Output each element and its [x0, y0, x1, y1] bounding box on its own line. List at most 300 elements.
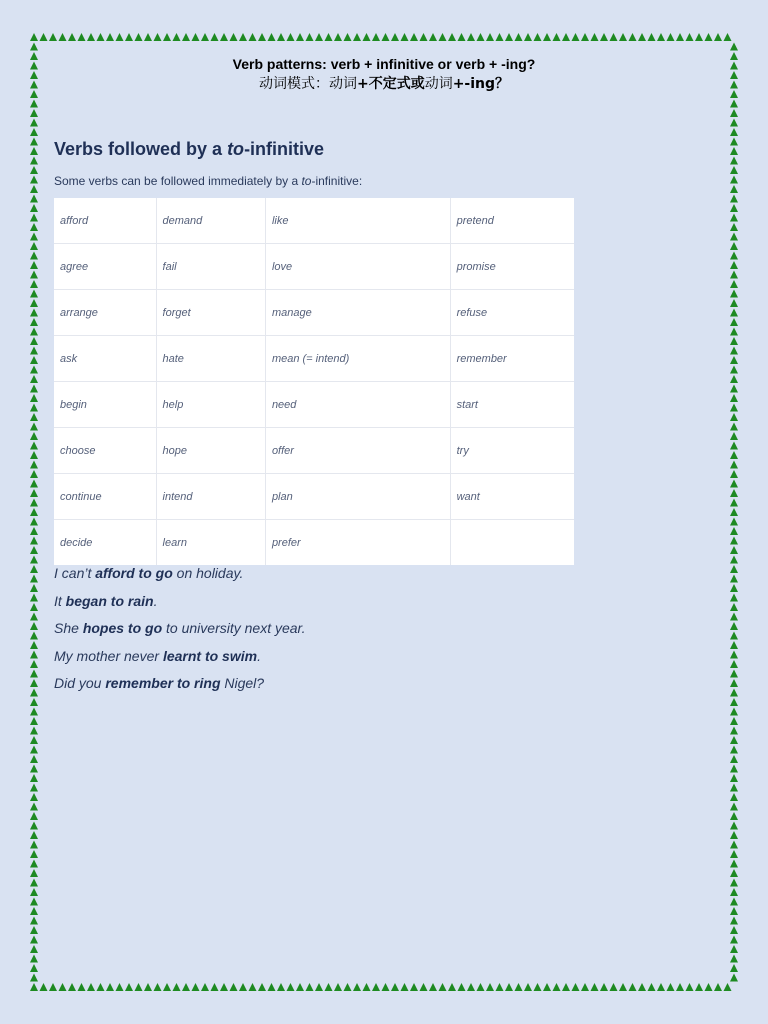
- tree-ornament: [182, 33, 190, 41]
- tree-ornament: [173, 33, 181, 41]
- tree-ornament: [439, 33, 447, 41]
- tree-ornament: [30, 641, 38, 649]
- tree-ornament: [40, 983, 48, 991]
- verb-cell: continue: [54, 474, 156, 520]
- tree-ornament: [730, 138, 738, 146]
- example-post: .: [257, 647, 261, 664]
- tree-ornament: [730, 385, 738, 393]
- verb-cell: pretend: [456, 214, 494, 227]
- tree-ornament: [730, 214, 738, 222]
- tree-ornament: [30, 594, 38, 602]
- tree-ornament: [30, 689, 38, 697]
- tree-ornament: [30, 822, 38, 830]
- tree-ornament: [730, 641, 738, 649]
- tree-ornament: [30, 765, 38, 773]
- tree-ornament: [277, 33, 285, 41]
- tree-ornament: [730, 822, 738, 830]
- tree-ornament: [730, 480, 738, 488]
- tree-ornament: [30, 176, 38, 184]
- tree-ornament: [730, 803, 738, 811]
- tree-ornament: [68, 33, 76, 41]
- tree-ornament: [30, 223, 38, 231]
- tree-ornament: [730, 746, 738, 754]
- tree-ornament: [730, 204, 738, 212]
- tree-ornament: [730, 318, 738, 326]
- tree-ornament: [730, 394, 738, 402]
- tree-ornament: [730, 166, 738, 174]
- tree-ornament: [667, 33, 675, 41]
- table-row: [54, 474, 574, 520]
- tree-ornament: [30, 556, 38, 564]
- tree-ornament: [730, 907, 738, 915]
- tree-ornament: [211, 983, 219, 991]
- title-chinese-part-d: +-ing？: [452, 76, 510, 92]
- tree-ornament: [524, 983, 532, 991]
- tree-ornament: [730, 185, 738, 193]
- verb-cell: want: [450, 474, 574, 520]
- tree-ornament: [325, 33, 333, 41]
- tree-ornament: [30, 499, 38, 507]
- tree-ornament: [730, 575, 738, 583]
- tree-ornament: [410, 33, 418, 41]
- tree-ornament: [30, 879, 38, 887]
- tree-ornament: [30, 432, 38, 440]
- tree-ornament: [730, 109, 738, 117]
- tree-ornament: [534, 33, 542, 41]
- tree-ornament: [116, 33, 124, 41]
- tree-ornament: [106, 33, 114, 41]
- tree-ornament: [730, 613, 738, 621]
- tree-ornament: [239, 33, 247, 41]
- tree-ornament: [30, 736, 38, 744]
- verb-cell: need: [265, 382, 450, 428]
- tree-ornament: [730, 708, 738, 716]
- tree-ornament: [30, 670, 38, 678]
- tree-ornament: [467, 983, 475, 991]
- tree-ornament: [648, 983, 656, 991]
- tree-ornament: [30, 366, 38, 374]
- tree-ornament: [730, 271, 738, 279]
- tree-ornament: [730, 888, 738, 896]
- tree-ornament: [730, 651, 738, 659]
- tree-ornament: [106, 983, 114, 991]
- tree-ornament: [629, 983, 637, 991]
- tree-ornament: [657, 983, 665, 991]
- tree-ornament: [730, 432, 738, 440]
- tree-ornament: [610, 33, 618, 41]
- tree-ornament: [730, 423, 738, 431]
- tree-ornament: [30, 774, 38, 782]
- example-sentence: [54, 645, 306, 673]
- tree-ornament: [730, 499, 738, 507]
- tree-ornament: [730, 451, 738, 459]
- tree-ornament: [730, 233, 738, 241]
- tree-ornament: [730, 936, 738, 944]
- example-sentence: [54, 672, 306, 700]
- tree-ornament: [30, 394, 38, 402]
- tree-ornament: [730, 508, 738, 516]
- title-chinese-part-c: 动词: [424, 76, 453, 92]
- tree-ornament: [730, 774, 738, 782]
- tree-ornament: [515, 983, 523, 991]
- tree-ornament: [714, 983, 722, 991]
- tree-ornament: [730, 195, 738, 203]
- tree-ornament: [30, 166, 38, 174]
- tree-ornament: [730, 860, 738, 868]
- tree-ornament: [296, 33, 304, 41]
- tree-ornament: [30, 33, 38, 41]
- tree-ornament: [30, 119, 38, 127]
- tree-ornament: [30, 299, 38, 307]
- tree-ornament: [30, 470, 38, 478]
- tree-ornament: [30, 898, 38, 906]
- tree-ornament: [730, 679, 738, 687]
- tree-ornament: [258, 33, 266, 41]
- tree-ornament: [429, 33, 437, 41]
- tree-ornament: [730, 945, 738, 953]
- verb-cell: fail: [156, 244, 265, 290]
- tree-ornament: [730, 632, 738, 640]
- verb-cell: afford: [54, 198, 156, 244]
- verb-cell: help: [156, 382, 265, 428]
- tree-ornament: [30, 803, 38, 811]
- tree-ornament: [730, 347, 738, 355]
- tree-ornament: [315, 33, 323, 41]
- tree-ornament: [277, 983, 285, 991]
- tree-ornament: [730, 537, 738, 545]
- tree-ornament: [730, 404, 738, 412]
- example-pre: Did you: [54, 675, 106, 692]
- tree-ornament: [730, 223, 738, 231]
- tree-ornament: [730, 413, 738, 421]
- tree-ornament: [600, 983, 608, 991]
- tree-ornament: [59, 33, 67, 41]
- tree-ornament: [730, 366, 738, 374]
- tree-ornament: [249, 983, 257, 991]
- tree-ornament: [30, 157, 38, 165]
- tree-ornament: [201, 33, 209, 41]
- tree-ornament: [78, 33, 86, 41]
- tree-ornament: [467, 33, 475, 41]
- tree-ornament: [268, 983, 276, 991]
- tree-ornament: [30, 917, 38, 925]
- example-post: .: [153, 592, 158, 609]
- tree-ornament: [730, 812, 738, 820]
- verb-cell: love: [265, 244, 450, 290]
- verb-cell: try: [450, 428, 574, 474]
- tree-ornament: [686, 983, 694, 991]
- tree-ornament: [230, 33, 238, 41]
- tree-ornament: [163, 983, 171, 991]
- tree-ornament: [619, 983, 627, 991]
- tree-ornament: [30, 109, 38, 117]
- tree-ornament: [30, 860, 38, 868]
- tree-ornament: [730, 299, 738, 307]
- tree-ornament: [730, 869, 738, 877]
- tree-ornament: [249, 33, 257, 41]
- tree-ornament: [714, 33, 722, 41]
- tree-ornament: [268, 33, 276, 41]
- tree-ornament: [572, 33, 580, 41]
- tree-ornament: [730, 43, 738, 51]
- intro-text-after: -infinitive:: [311, 174, 363, 188]
- example-bold: began to rain: [65, 592, 154, 609]
- verb-cell: plan: [265, 474, 450, 520]
- example-post: to university next year.: [162, 620, 306, 637]
- tree-ornament: [730, 736, 738, 744]
- tree-ornament: [258, 983, 266, 991]
- tree-ornament: [581, 33, 589, 41]
- tree-ornament: [30, 575, 38, 583]
- tree-ornament: [30, 252, 38, 260]
- tree-ornament: [334, 983, 342, 991]
- tree-ornament: [730, 622, 738, 630]
- tree-ornament: [344, 33, 352, 41]
- tree-ornament: [239, 983, 247, 991]
- tree-ornament: [391, 983, 399, 991]
- tree-ornament: [448, 983, 456, 991]
- verb-cell: begin: [54, 382, 156, 428]
- tree-ornament: [730, 100, 738, 108]
- tree-ornament: [372, 983, 380, 991]
- tree-ornament: [730, 442, 738, 450]
- tree-ornament: [730, 261, 738, 269]
- tree-ornament: [30, 356, 38, 364]
- tree-ornament: [667, 983, 675, 991]
- tree-ornament: [30, 632, 38, 640]
- tree-ornament: [192, 983, 200, 991]
- tree-ornament: [30, 660, 38, 668]
- tree-ornament: [730, 670, 738, 678]
- tree-ornament: [730, 489, 738, 497]
- tree-ornament: [562, 983, 570, 991]
- example-sentence: [54, 590, 306, 618]
- tree-ornament: [334, 33, 342, 41]
- tree-ornament: [30, 708, 38, 716]
- verb-cell: agree: [54, 244, 156, 290]
- tree-ornament: [30, 423, 38, 431]
- tree-ornament: [78, 983, 86, 991]
- tree-ornament: [695, 33, 703, 41]
- tree-ornament: [724, 33, 732, 41]
- tree-ornament: [429, 983, 437, 991]
- tree-ornament: [30, 404, 38, 412]
- table-row: [54, 244, 574, 290]
- tree-ornament: [30, 442, 38, 450]
- tree-ornament: [30, 755, 38, 763]
- tree-ornament: [730, 727, 738, 735]
- tree-ornament: [201, 983, 209, 991]
- example-sentences: [54, 562, 306, 700]
- verb-cell: [450, 520, 574, 566]
- tree-ornament: [505, 33, 513, 41]
- tree-ornament: [30, 546, 38, 554]
- tree-ornament: [30, 100, 38, 108]
- tree-ornament: [730, 128, 738, 136]
- tree-ornament: [420, 33, 428, 41]
- tree-ornament: [458, 33, 466, 41]
- verb-cell: demand: [156, 198, 265, 244]
- tree-ornament: [562, 33, 570, 41]
- verb-cell: promise: [450, 244, 574, 290]
- tree-ornament: [30, 784, 38, 792]
- tree-ornament: [30, 375, 38, 383]
- section-heading: [54, 139, 324, 160]
- tree-ornament: [116, 983, 124, 991]
- example-pre: It: [54, 592, 66, 609]
- verb-cell: like: [265, 198, 450, 244]
- tree-ornament: [30, 489, 38, 497]
- tree-ornament: [363, 33, 371, 41]
- tree-ornament: [40, 33, 48, 41]
- verb-cell: forget: [156, 290, 265, 336]
- tree-ornament: [30, 831, 38, 839]
- tree-ornament: [730, 603, 738, 611]
- tree-ornament: [30, 508, 38, 516]
- tree-ornament: [30, 964, 38, 972]
- tree-ornament: [30, 261, 38, 269]
- tree-ornament: [30, 185, 38, 193]
- verb-table: [54, 198, 574, 565]
- page-title-english: Verb patterns: verb + infinitive or verb + -ing?: [232, 56, 536, 72]
- tree-ornament: [30, 527, 38, 535]
- tree-ornament: [353, 33, 361, 41]
- tree-ornament: [30, 793, 38, 801]
- tree-ornament: [572, 983, 580, 991]
- intro-text-italic: to: [301, 174, 312, 188]
- tree-ornament: [730, 879, 738, 887]
- table-row: [54, 198, 574, 244]
- tree-ornament: [730, 565, 738, 573]
- tree-ornament: [97, 983, 105, 991]
- tree-ornament: [30, 233, 38, 241]
- table-row: [54, 428, 574, 474]
- tree-ornament: [30, 537, 38, 545]
- tree-ornament: [730, 147, 738, 155]
- tree-ornament: [477, 33, 485, 41]
- tree-ornament: [629, 33, 637, 41]
- tree-ornament: [30, 309, 38, 317]
- tree-ornament: [173, 983, 181, 991]
- tree-ornament: [363, 983, 371, 991]
- section-intro: [54, 174, 362, 188]
- tree-ornament: [477, 983, 485, 991]
- tree-ornament: [97, 33, 105, 41]
- tree-ornament: [458, 983, 466, 991]
- tree-ornament: [344, 983, 352, 991]
- tree-ornament: [30, 584, 38, 592]
- verb-cell: intend: [156, 474, 265, 520]
- tree-ornament: [30, 679, 38, 687]
- tree-ornament: [730, 527, 738, 535]
- tree-ornament: [30, 518, 38, 526]
- tree-ornament: [439, 983, 447, 991]
- tree-ornament: [30, 603, 38, 611]
- tree-ornament: [730, 584, 738, 592]
- tree-ornament: [30, 850, 38, 858]
- tree-ornament: [30, 337, 38, 345]
- tree-ornament: [135, 983, 143, 991]
- tree-ornament: [543, 33, 551, 41]
- verb-cell: hope: [156, 428, 265, 474]
- tree-ornament: [600, 33, 608, 41]
- tree-ornament: [30, 128, 38, 136]
- tree-ornament: [49, 33, 57, 41]
- tree-ornament: [524, 33, 532, 41]
- tree-ornament: [30, 290, 38, 298]
- tree-ornament: [496, 33, 504, 41]
- tree-ornament: [657, 33, 665, 41]
- tree-ornament: [705, 983, 713, 991]
- tree-ornament: [730, 518, 738, 526]
- tree-ornament: [30, 926, 38, 934]
- tree-ornament: [730, 698, 738, 706]
- example-pre: I can’t: [54, 565, 96, 581]
- tree-ornament: [30, 195, 38, 203]
- tree-ornament: [30, 651, 38, 659]
- tree-ornament: [30, 347, 38, 355]
- verb-cell: arrange: [54, 290, 156, 336]
- tree-ornament: [154, 33, 162, 41]
- tree-ornament: [87, 33, 95, 41]
- tree-ornament: [730, 470, 738, 478]
- example-post: Nigel?: [220, 675, 265, 692]
- title-block: [0, 55, 768, 95]
- tree-ornament: [730, 176, 738, 184]
- tree-ornament: [154, 983, 162, 991]
- verb-cell: mean (= intend): [265, 336, 450, 382]
- tree-ornament: [730, 917, 738, 925]
- tree-ornament: [515, 33, 523, 41]
- example-bold: learnt to swim: [162, 647, 258, 664]
- tree-ornament: [486, 33, 494, 41]
- tree-ornament: [30, 271, 38, 279]
- tree-ornament: [230, 983, 238, 991]
- tree-ornament: [730, 280, 738, 288]
- tree-ornament: [353, 983, 361, 991]
- tree-ornament: [648, 33, 656, 41]
- table-row: [54, 520, 574, 566]
- tree-ornament: [192, 33, 200, 41]
- tree-ornament: [30, 955, 38, 963]
- tree-ornament: [30, 328, 38, 336]
- tree-ornament: [306, 33, 314, 41]
- tree-ornament: [730, 546, 738, 554]
- tree-ornament: [730, 955, 738, 963]
- tree-ornament: [182, 983, 190, 991]
- tree-ornament: [724, 983, 732, 991]
- tree-ornament: [30, 451, 38, 459]
- tree-ornament: [30, 622, 38, 630]
- tree-ornament: [553, 33, 561, 41]
- tree-ornament: [30, 698, 38, 706]
- tree-ornament: [730, 850, 738, 858]
- example-sentence: [54, 617, 306, 645]
- example-pre: She: [54, 620, 83, 637]
- tree-ornament: [730, 556, 738, 564]
- verb-cell: ask: [54, 336, 156, 382]
- tree-ornament: [610, 983, 618, 991]
- tree-ornament: [730, 337, 738, 345]
- tree-ornament: [730, 898, 738, 906]
- tree-ornament: [372, 33, 380, 41]
- tree-ornament: [730, 375, 738, 383]
- tree-ornament: [553, 983, 561, 991]
- tree-ornament: [30, 43, 38, 51]
- tree-ornament: [591, 33, 599, 41]
- tree-ornament: [638, 33, 646, 41]
- table-row: [54, 382, 574, 428]
